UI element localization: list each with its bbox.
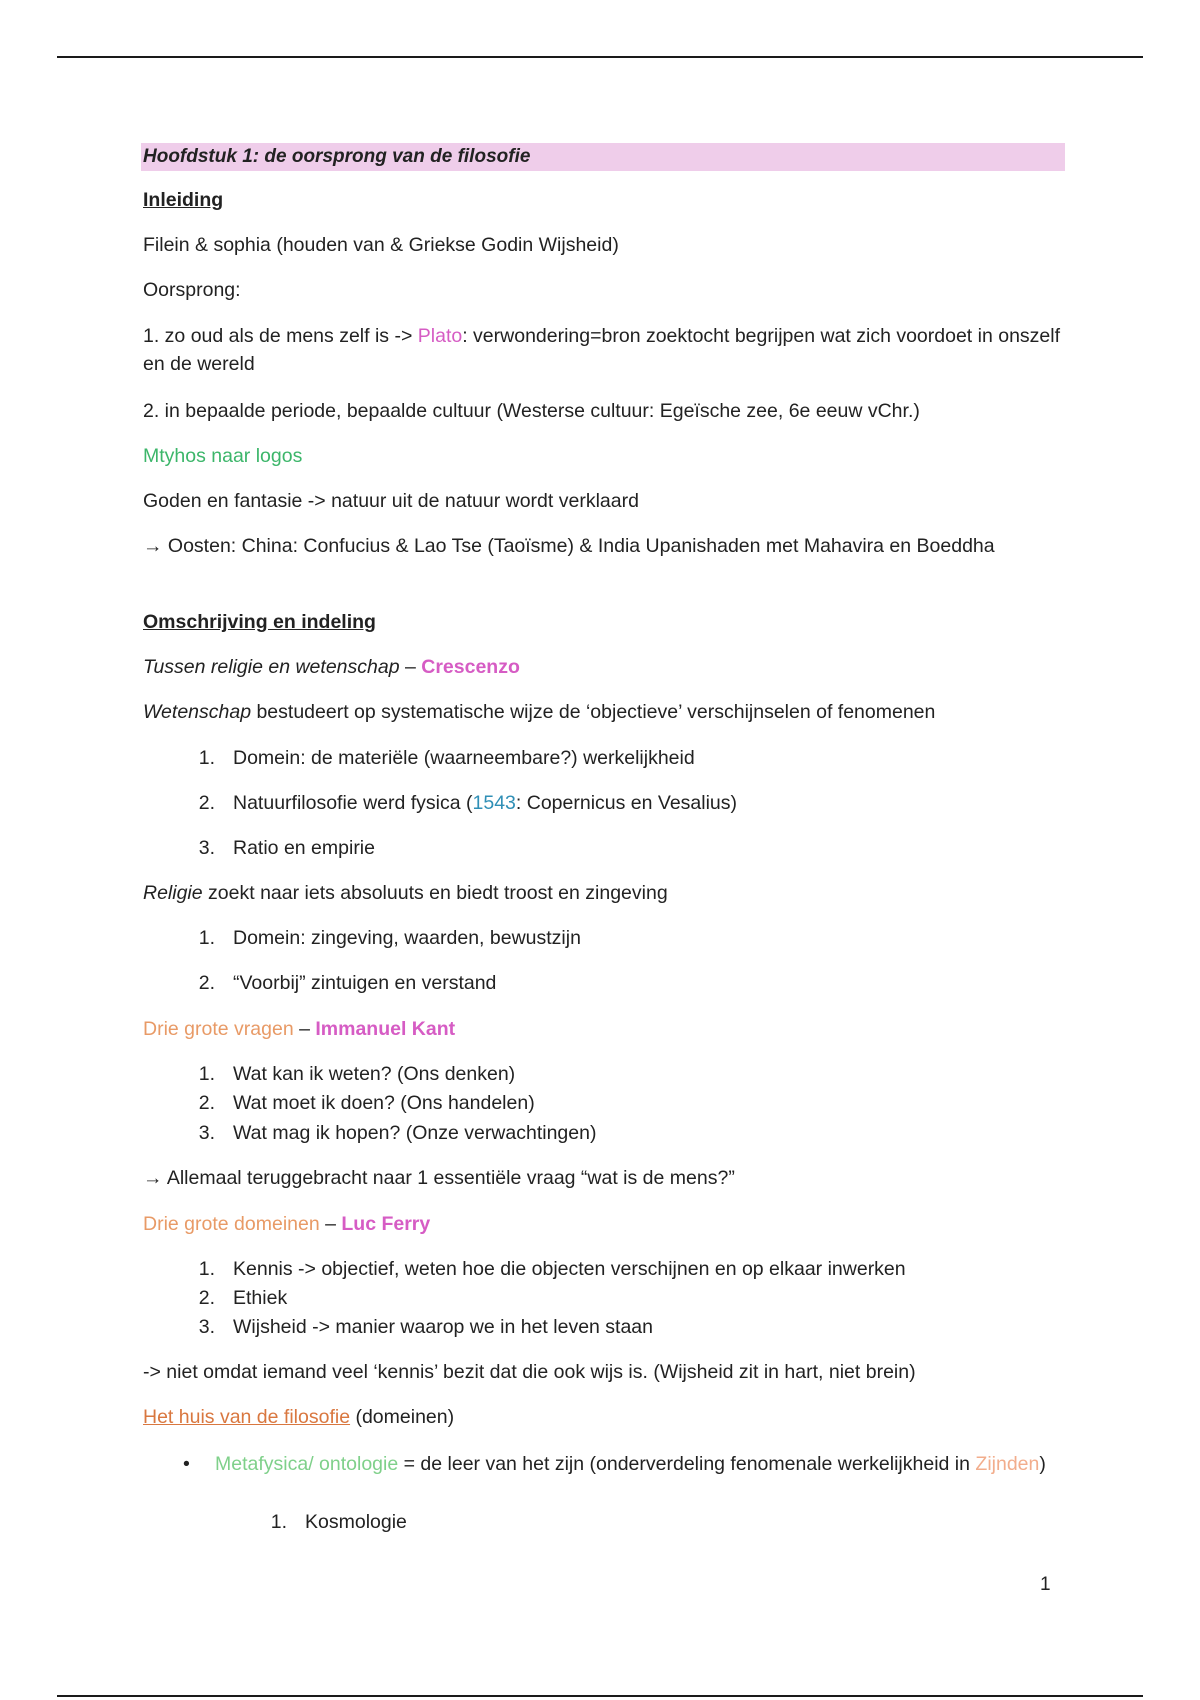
list-text: Domein: zingeving, waarden, bewustzijn (233, 927, 581, 949)
list-item (179, 744, 1059, 772)
subheading-drie-vragen (143, 1015, 1063, 1043)
chapter-heading: Hoofdstuk 1: de oorsprong van de filosofie (141, 143, 1065, 171)
paragraph-item2: 2. in bepaalde periode, bepaalde cultuur (Westerse cultuur: Egeïsche zee, 6e eeuw vChr.) (143, 400, 920, 422)
crescenzo-name: Crescenzo (421, 656, 520, 678)
list-number: 3. (198, 837, 215, 859)
list-number: 1. (198, 747, 215, 769)
ferry-name: Luc Ferry (341, 1213, 431, 1235)
huis-link[interactable]: Het huis van de filosofie (143, 1406, 351, 1428)
religie-word: Religie (143, 882, 203, 904)
list-number: 3. (198, 1122, 215, 1144)
list-item (179, 789, 1059, 817)
list-text: Ethiek (233, 1287, 288, 1309)
list-item (179, 924, 1059, 952)
list-text: Wijsheid -> manier waarop we in het leven staan (233, 1316, 654, 1338)
bullet-metafysica (215, 1450, 1065, 1478)
list-text: Kosmologie (305, 1511, 407, 1533)
paragraph-oorsprong: Oorsprong: (143, 279, 241, 301)
huis-rest: (domeinen) (350, 1406, 455, 1428)
paragraph-niet-omdat: -> niet omdat iemand veel ‘kennis’ bezit dat die ook wijs is. (Wijsheid zit in hart, niet brein) (143, 1361, 916, 1383)
list-text: Wat moet ik doen? (Ons handelen) (233, 1092, 535, 1114)
close-paren: ) (1039, 1453, 1046, 1475)
list-text: Domein: de materiële (waarneembare?) werkelijkheid (233, 747, 695, 769)
metafysica-term: Metafysica/ ontologie (215, 1453, 399, 1475)
list-item (251, 1508, 407, 1536)
list-number: 3. (198, 1316, 215, 1338)
item1-rest: : verwondering=bron zoektocht begrijpen wat zich voordoet in onszelf en de wereld (143, 325, 1061, 375)
dash: – (293, 1018, 316, 1040)
list-number: 1. (198, 927, 215, 949)
bullet-icon: • (183, 1453, 190, 1475)
paragraph-wetenschap (143, 698, 1063, 726)
paragraph-goden: Goden en fantasie -> natuur uit de natuur wordt verklaard (143, 490, 639, 512)
subheading-huis (143, 1403, 1063, 1431)
kant-name: Immanuel Kant (315, 1018, 456, 1040)
list-item (179, 1119, 1059, 1147)
list-text: Natuurfilosofie werd fysica ( (233, 792, 473, 814)
tussen-text: Tussen religie en wetenschap (143, 656, 400, 678)
paragraph-tussen (143, 653, 1063, 681)
year-1543: 1543 (472, 792, 516, 814)
list-text: Wat mag ik hopen? (Onze verwachtingen) (233, 1122, 597, 1144)
list-number: 1. (198, 1063, 215, 1085)
paragraph-religie (143, 879, 1063, 907)
paragraph-item1 (143, 322, 1063, 378)
wetenschap-word: Wetenschap (143, 701, 252, 723)
tussen-dash: – (399, 656, 422, 678)
list-text-rest: : Copernicus en Vesalius) (515, 792, 738, 814)
wetenschap-rest: bestudeert op systematische wijze de ‘objectieve’ verschijnselen of fenomenen (251, 701, 936, 723)
list-item (179, 1089, 1059, 1117)
section-inleiding: Inleiding (143, 189, 224, 211)
section-omschrijving: Omschrijving en indeling (143, 611, 376, 633)
list-item (179, 1060, 1059, 1088)
religie-rest: zoekt naar iets absoluuts en biedt troost en zingeving (202, 882, 668, 904)
list-text: Ratio en empirie (233, 837, 375, 859)
list-text: Wat kan ik weten? (Ons denken) (233, 1063, 516, 1085)
list-text: “Voorbij” zintuigen en verstand (233, 972, 497, 994)
list-text: Kennis -> objectief, weten hoe die objecten verschijnen en op elkaar inwerken (233, 1258, 906, 1280)
subheading-mythos: Mtyhos naar logos (143, 445, 303, 467)
list-number: 2. (198, 1092, 215, 1114)
paragraph-allemaal: → Allemaal teruggebracht naar 1 essentiële vraag “wat is de mens?” (143, 1167, 735, 1189)
drie-vragen-label: Drie grote vragen (143, 1018, 294, 1040)
list-number: 1. (270, 1511, 287, 1533)
metafysica-rest: = de leer van het zijn (onderverdeling fenomenale werkelijkheid in (398, 1453, 976, 1475)
drie-domeinen-label: Drie grote domeinen (143, 1213, 320, 1235)
top-rule (57, 56, 1143, 58)
dash: – (319, 1213, 342, 1235)
list-number: 2. (198, 972, 215, 994)
list-item (179, 1313, 1059, 1341)
zijnden-term: Zijnden (975, 1453, 1040, 1475)
plato-name: Plato (417, 325, 463, 347)
list-item (179, 1284, 1059, 1312)
bottom-rule (57, 1695, 1143, 1697)
item1-text: 1. zo oud als de mens zelf is -> (143, 325, 418, 347)
page-number: 1 (1040, 1574, 1051, 1595)
list-number: 1. (198, 1258, 215, 1280)
list-item (179, 1255, 1059, 1283)
list-number: 2. (198, 792, 215, 814)
list-item (179, 969, 1059, 997)
list-item (179, 834, 1059, 862)
list-number: 2. (198, 1287, 215, 1309)
subheading-drie-domeinen (143, 1210, 1063, 1238)
paragraph-oosten: → Oosten: China: Confucius & Lao Tse (Taoïsme) & India Upanishaden met Mahavira en Boeddha (143, 535, 995, 557)
paragraph-filein: Filein & sophia (houden van & Griekse Godin Wijsheid) (143, 234, 619, 256)
